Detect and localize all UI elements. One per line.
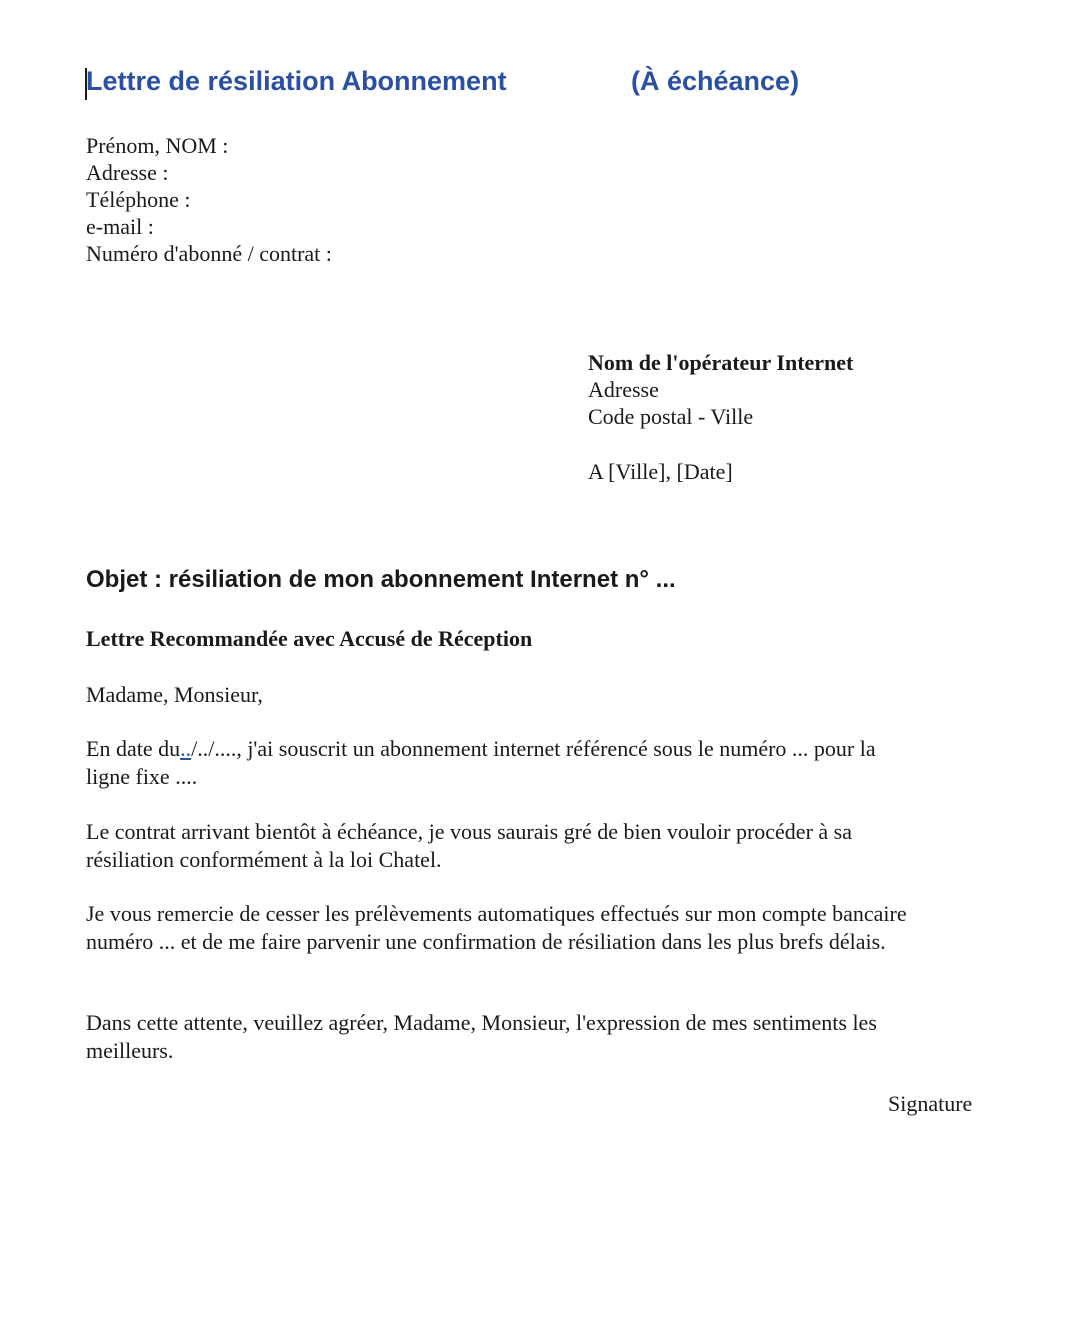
letter-title	[86, 66, 986, 102]
date-blank-field[interactable]: ..	[180, 736, 192, 761]
paragraph-payments	[86, 900, 986, 956]
date-prefix: En date du	[86, 736, 181, 761]
paragraph-line[interactable]: Dans cette attente, veuillez agréer, Madame, Monsieur, l'expression de mes sentiments les	[86, 1010, 877, 1035]
paragraph-line[interactable]	[86, 735, 986, 763]
title-suffix[interactable]: (À échéance)	[631, 66, 800, 96]
paragraph-line[interactable]: Le contrat arrivant bientôt à échéance, je vous saurais gré de bien vouloir procéder à sa	[86, 819, 852, 844]
paragraph-termination	[86, 818, 986, 874]
sender-name-label[interactable]: Prénom, NOM :	[86, 133, 229, 158]
paragraph-line[interactable]: meilleurs.	[86, 1038, 174, 1063]
recipient-operator[interactable]: Nom de l'opérateur Internet	[588, 350, 854, 375]
greeting-text[interactable]: Madame, Monsieur,	[86, 682, 263, 707]
title-text[interactable]: Lettre de résiliation Abonnement	[86, 66, 507, 96]
place-date[interactable]: A [Ville], [Date]	[588, 459, 733, 484]
paragraph-line[interactable]: Je vous remercie de cesser les prélèvements automatiques effectués sur mon compte bancaire	[86, 901, 907, 926]
paragraph-text: /../...., j'ai souscrit un abonnement internet référencé sous le numéro ... pour la	[191, 736, 876, 761]
paragraph-line[interactable]: résiliation conformément à la loi Chatel.	[86, 847, 442, 872]
subject-line[interactable]: Objet : résiliation de mon abonnement Internet n° ...	[86, 566, 676, 593]
recipient-address[interactable]: Adresse	[588, 377, 659, 402]
recipient-block	[588, 349, 853, 430]
paragraph-line[interactable]: ligne fixe ....	[86, 764, 198, 789]
signature-label[interactable]: Signature	[888, 1091, 973, 1116]
sender-phone-label[interactable]: Téléphone :	[86, 187, 191, 212]
paragraph-subscription	[86, 735, 986, 791]
paragraph-closing	[86, 1009, 986, 1065]
recipient-postal-city[interactable]: Code postal - Ville	[588, 404, 754, 429]
sender-block	[86, 132, 332, 267]
sender-address-label[interactable]: Adresse :	[86, 160, 169, 185]
paragraph-line[interactable]: numéro ... et de me faire parvenir une confirmation de résiliation dans les plus brefs délais.	[86, 929, 886, 954]
greeting	[86, 681, 986, 709]
registered-mail-notice[interactable]: Lettre Recommandée avec Accusé de Réception	[86, 626, 533, 651]
sender-subscriber-label[interactable]: Numéro d'abonné / contrat :	[86, 241, 332, 266]
sender-email-label[interactable]: e-mail :	[86, 214, 154, 239]
